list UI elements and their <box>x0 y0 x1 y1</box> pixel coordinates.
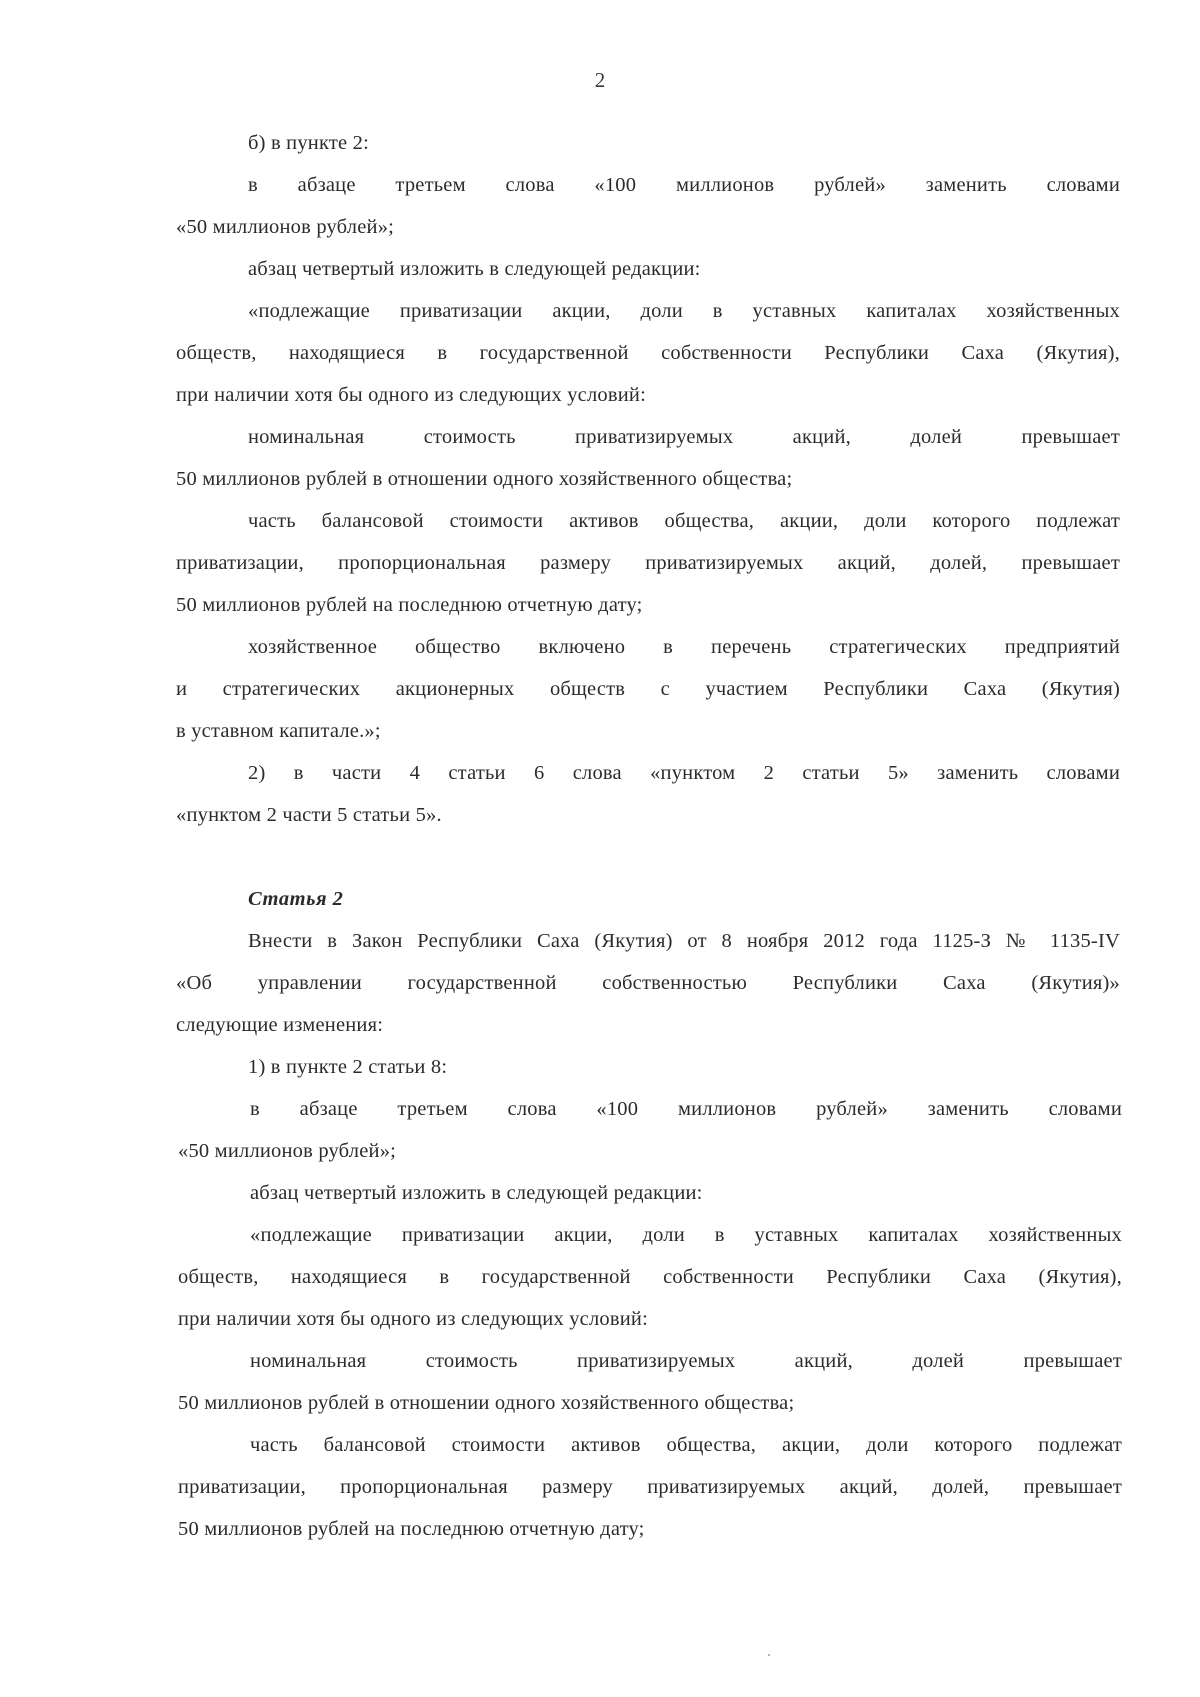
text-line: «Об управлении государственной собственностью Республики Саха (Якутия)» <box>176 972 1120 994</box>
subpoint-b-intro: б) в пункте 2: <box>248 132 369 154</box>
text-line: обществ, находящиеся в государственной собственности Республики Саха (Якутия), <box>176 342 1120 364</box>
article-heading: Статья 2 <box>248 888 344 910</box>
text-line: хозяйственное общество включено в перечень стратегических предприятий <box>248 636 1120 658</box>
text-line: номинальная стоимость приватизируемых акций, долей превышает <box>248 426 1120 448</box>
text-line: Внести в Закон Республики Саха (Якутия) от 8 ноября 2012 года 1125-З № 1135-IV <box>248 930 1120 952</box>
text-line: обществ, находящиеся в государственной собственности Республики Саха (Якутия), <box>178 1266 1122 1288</box>
text-line: 2) в части 4 статьи 6 слова «пунктом 2 статьи 5» заменить словами <box>248 762 1120 784</box>
text-line: «подлежащие приватизации акции, доли в уставных капиталах хозяйственных <box>250 1224 1122 1246</box>
text-line: в абзаце третьем слова «100 миллионов рублей» заменить словами <box>250 1098 1122 1120</box>
text-line: 50 миллионов рублей в отношении одного хозяйственного общества; <box>176 468 793 490</box>
text-line: часть балансовой стоимости активов общества, акции, доли которого подлежат <box>248 510 1120 532</box>
text-line: часть балансовой стоимости активов общества, акции, доли которого подлежат <box>250 1434 1122 1456</box>
text-line: «50 миллионов рублей»; <box>176 216 395 238</box>
text-line: 50 миллионов рублей в отношении одного хозяйственного общества; <box>178 1392 795 1414</box>
text-line: в уставном капитале.»; <box>176 720 381 742</box>
text-line: 1) в пункте 2 статьи 8: <box>248 1056 448 1078</box>
page-number: 2 <box>594 68 606 92</box>
text-line: при наличии хотя бы одного из следующих условий: <box>176 384 646 406</box>
text-line: абзац четвертый изложить в следующей редакции: <box>248 258 701 280</box>
text-line: номинальная стоимость приватизируемых акций, долей превышает <box>250 1350 1122 1372</box>
text-line: «50 миллионов рублей»; <box>178 1140 397 1162</box>
text-line: в абзаце третьем слова «100 миллионов рублей» заменить словами <box>248 174 1120 196</box>
text-line: «пунктом 2 части 5 статьи 5». <box>176 804 442 826</box>
text-line: «подлежащие приватизации акции, доли в уставных капиталах хозяйственных <box>248 300 1120 322</box>
text-line: и стратегических акционерных обществ с участием Республики Саха (Якутия) <box>176 678 1120 700</box>
text-line: 50 миллионов рублей на последнюю отчетную дату; <box>176 594 643 616</box>
text-line: при наличии хотя бы одного из следующих условий: <box>178 1308 648 1330</box>
text-line: абзац четвертый изложить в следующей редакции: <box>250 1182 703 1204</box>
scan-speck <box>768 1654 770 1656</box>
text-line: 50 миллионов рублей на последнюю отчетную дату; <box>178 1518 645 1540</box>
text-line: следующие изменения: <box>176 1014 384 1036</box>
text-line: приватизации, пропорциональная размеру приватизируемых акций, долей, превышает <box>178 1476 1122 1498</box>
text-line: приватизации, пропорциональная размеру приватизируемых акций, долей, превышает <box>176 552 1120 574</box>
